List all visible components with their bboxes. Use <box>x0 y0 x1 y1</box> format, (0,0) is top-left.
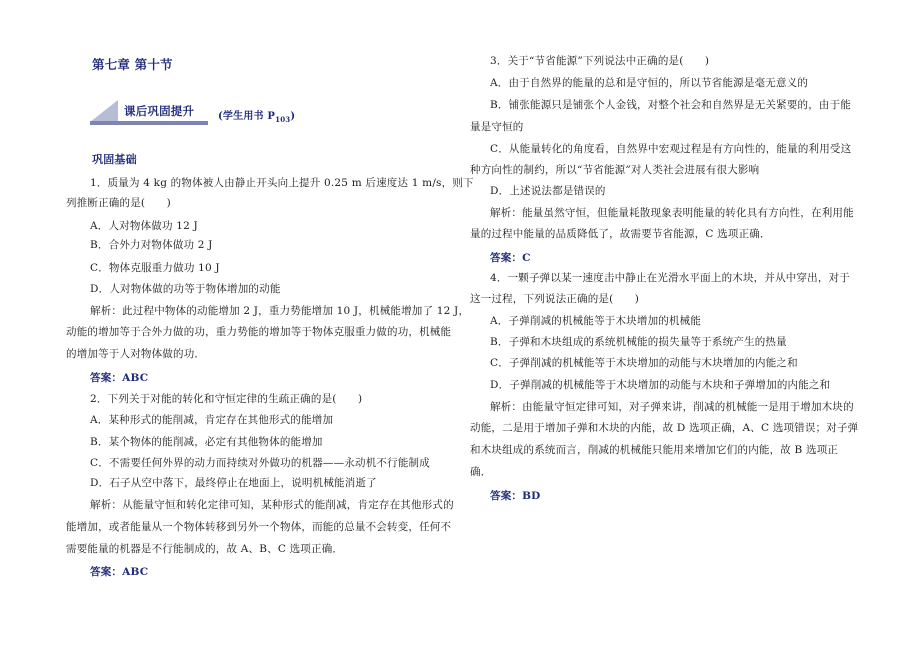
section-title: 课后巩固提升 <box>124 104 195 118</box>
q1-answer: 答案：ABC <box>90 372 149 384</box>
q2-option-c: C．不需要任何外界的动力而持续对外做功的机器——永动机不行能制成 <box>90 457 430 469</box>
q4-analysis-line1: 解析：由能量守恒定律可知，对子弹来讲，削减的机械能一是用于增加木块的 <box>490 401 854 413</box>
section-note-text: (学生用书 P <box>218 111 276 122</box>
q2-option-b: B．某个物体的能削减，必定有其他物体的能增加 <box>90 436 323 448</box>
q1-analysis-line2: 动能的增加等于合外力做的功，重力势能的增加等于物体克服重力做的功，机械能 <box>66 326 452 338</box>
q2-analysis-line3: 需要能量的机器是不行能制成的，故 A、B、C 选项正确． <box>66 543 344 555</box>
q4-analysis-line2: 动能，二是用于增加子弹和木块的内能，故 D 选项正确，A、C 选项错误；对子弹 <box>470 422 859 434</box>
section-note-sub: 103 <box>275 115 291 124</box>
q3-answer: 答案：C <box>490 252 531 264</box>
q3-option-a: A．由于自然界的能量的总和是守恒的，所以节省能源是毫无意义的 <box>490 77 809 89</box>
q3-option-b-line2: 量是守恒的 <box>470 121 524 133</box>
q2-analysis-line2: 能增加，或者能量从一个物体转移到另外一个物体，而能的总量不会转变，任何不 <box>66 521 452 533</box>
q2-analysis-line1: 解析：从能量守恒和转化定律可知，某种形式的能削减，肯定存在其他形式的 <box>90 499 454 511</box>
q1-option-c: C．物体克服重力做功 10 J <box>90 262 220 274</box>
q3-option-b-line1: B．铺张能源只是铺张个人金钱，对整个社会和自然界是无关紧要的，由于能 <box>490 99 852 111</box>
q4-stem-line1: 4．一颗子弹以某一速度击中静止在光滑水平面上的木块，并从中穿出，对于 <box>490 272 850 284</box>
q1-option-a: A．人对物体做功 12 J <box>90 220 198 232</box>
q4-option-a: A．子弹削减的机械能等于木块增加的机械能 <box>490 315 702 327</box>
q1-stem-line2: 列推断正确的是( ) <box>66 197 171 209</box>
q4-analysis-line4: 确． <box>470 466 492 478</box>
q4-stem-line2: 这一过程，下列说法正确的是( ) <box>470 293 640 305</box>
q3-option-c-line2: 种方向性的制约，所以“节省能源”对人类社会进展有很大影响 <box>470 164 760 176</box>
q4-option-c: C．子弹削减的机械能等于木块增加的动能与木块增加的内能之和 <box>490 357 798 369</box>
section-note-end: ) <box>290 111 296 122</box>
q3-stem: 3．关于“节省能源”下列说法中正确的是( ) <box>490 55 710 67</box>
q3-option-d: D．上述说法都是错误的 <box>490 185 606 197</box>
q2-option-d: D．石子从空中落下，最终停止在地面上，说明机械能消逝了 <box>90 477 377 489</box>
q3-analysis-line2: 量的过程中能量的品质降低了，故需要节省能源，C 选项正确． <box>470 228 771 240</box>
q3-analysis-line1: 解析：能量虽然守恒，但能量耗散现象表明能量的转化具有方向性，在利用能 <box>490 207 854 219</box>
q4-option-b: B．子弹和木块组成的系统机械能的损失量等于系统产生的热量 <box>490 336 787 348</box>
subhead-consolidate-basics: 巩固基础 <box>92 153 137 166</box>
q2-stem: 2．下列关于对能的转化和守恒定律的生疏正确的是( ) <box>90 393 363 405</box>
section-banner-triangle <box>90 100 118 122</box>
section-note <box>218 110 295 127</box>
q1-analysis-line1: 解析：此过程中物体的动能增加 2 J，重力势能增加 10 J，机械能增加了 12 J， <box>90 305 470 317</box>
q1-stem-line1: 1．质量为 4 kg 的物体被人由静止开头向上提升 0.25 m 后速度达 1 m/s，则下 <box>90 177 474 189</box>
q3-option-c-line1: C．从能量转化的角度看，自然界中宏观过程是有方向性的，能量的利用受这 <box>490 143 852 155</box>
q4-answer: 答案：BD <box>490 490 541 502</box>
q1-analysis-line3: 的增加等于人对物体做的功． <box>66 348 206 360</box>
chapter-heading: 第七章 第十节 <box>92 57 173 72</box>
q1-option-d: D．人对物体做的功等于物体增加的动能 <box>90 283 281 295</box>
q4-analysis-line3: 和木块组成的系统而言，削减的机械能只能用来增加它们的内能，故 B 选项正 <box>470 444 839 456</box>
q2-answer: 答案：ABC <box>90 566 149 578</box>
q1-option-b: B．合外力对物体做功 2 J <box>90 239 213 251</box>
section-banner-bar <box>90 121 208 125</box>
q4-option-d: D．子弹削减的机械能等于木块增加的动能与木块和子弹增加的内能之和 <box>490 379 831 391</box>
q2-option-a: A．某种形式的能削减，肯定存在其他形式的能增加 <box>90 414 334 426</box>
